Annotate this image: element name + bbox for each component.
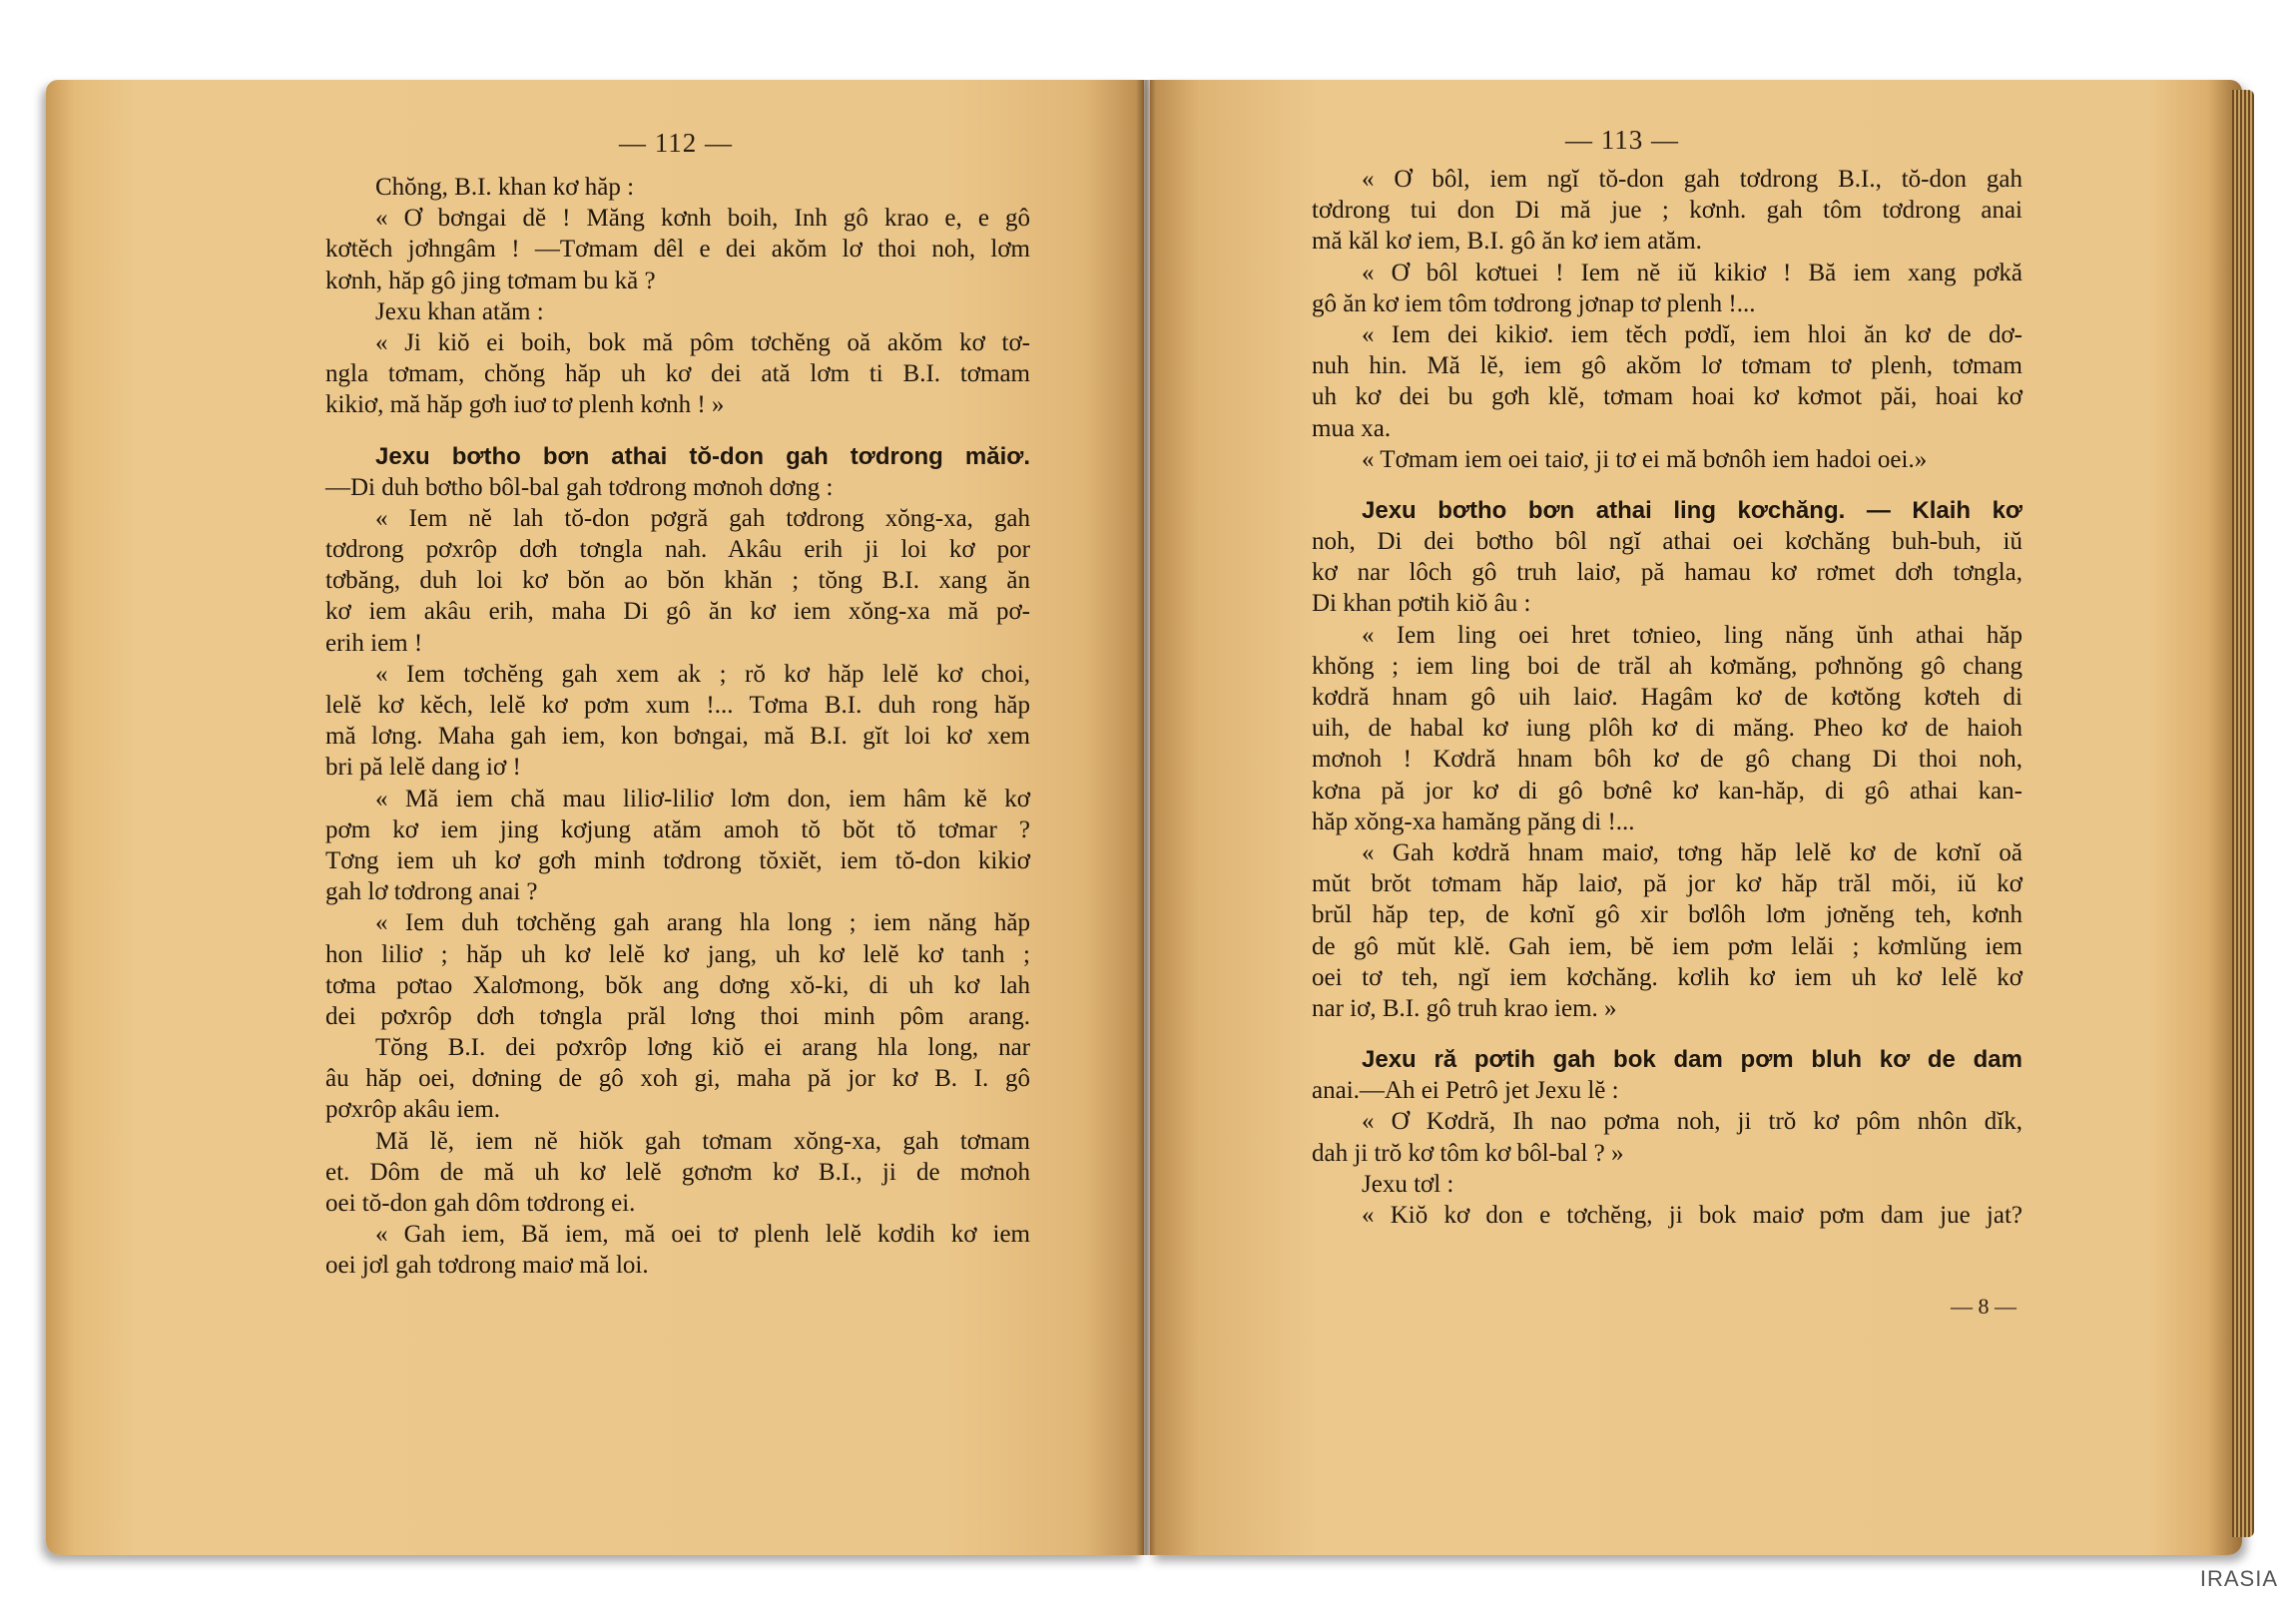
text-line: mua xa. bbox=[1312, 414, 1392, 442]
left-page-text bbox=[325, 172, 1030, 1282]
text-line: « Gah iem, Bă iem, mă oei tơ plenh lelĕ kơdih kơ iem bbox=[375, 1221, 1030, 1249]
right-page-number: — 113 — bbox=[1565, 125, 1679, 155]
text-line: Di khan pơtih kiŏ âu : bbox=[1312, 590, 1531, 618]
text-line: kơnh, hăp gô jing tơmam bu kă ? bbox=[325, 267, 656, 294]
text-line: mơnoh ! Kơdră hnam bôh kơ de gô chang Di thoi noh, bbox=[1312, 746, 2022, 774]
text-line: kơna pă jor kơ di gô bơnê kơ kan-hăp, di gô athai kan- bbox=[1312, 777, 2022, 805]
text-line: gô ăn kơ iem tôm tơdrong jơnap tơ plenh !... bbox=[1312, 289, 1756, 317]
paragraph-gap bbox=[1312, 1024, 2022, 1044]
text-line: Jexu khan atăm : bbox=[375, 297, 544, 325]
right-page bbox=[1150, 80, 2242, 1555]
text-line: brŭl hăp tep, de kơnĭ gô xir bơlôh lơm jơnĕng teh, kơnh bbox=[1312, 901, 2022, 929]
text-line: uh kơ dei bu gơh klĕ, tơmam hoai kơ kơmot păi, hoai kơ bbox=[1312, 383, 2022, 411]
left-page-number: — 112 — bbox=[619, 128, 733, 158]
text-line: tơdrong pơxrôp dơh tơngla nah. Akâu erih ji loi kơ por bbox=[325, 536, 1030, 564]
text-line: « Kiŏ kơ don e tơchĕng, ji bok maiơ pơm dam jue jat? bbox=[1362, 1202, 2022, 1229]
text-line: pơxrôp akâu iem. bbox=[325, 1096, 500, 1124]
left-page bbox=[46, 80, 1144, 1555]
text-line: « Iem ling oei hret tơnieo, ling năng ŭnh athai hăp bbox=[1362, 621, 2022, 649]
text-line: hon liliơ ; hăp uh kơ lelĕ kơ jang, uh kơ lelĕ kơ tanh ; bbox=[325, 940, 1030, 968]
text-line: noh, Di dei bơtho bôl ngĭ athai oei kơchăng buh-buh, iŭ bbox=[1312, 528, 2022, 556]
section-heading: Jexu bơtho bơn athai ling kơchăng. — Klaih kơ bbox=[1362, 496, 2022, 524]
text-line: lelĕ kơ kĕch, lelĕ kơ pơm xum !... Tơma B.I. duh rong hăp bbox=[325, 692, 1030, 719]
text-line: oei jơl gah tơdrong maiơ mă loi. bbox=[325, 1252, 649, 1280]
text-line: dah ji trŏ kơ tôm kơ bôl-bal ? » bbox=[1312, 1139, 1624, 1167]
text-line: « Iem nĕ lah tŏ-don pơgră gah tơdrong xŏng-xa, gah bbox=[375, 504, 1030, 532]
text-line: kikiơ, mă hăp gơh iuơ tơ plenh kơnh ! » bbox=[325, 391, 725, 419]
text-line: mă kăl kơ iem, B.I. gô ăn kơ iem atăm. bbox=[1312, 228, 1702, 256]
text-line: anai.—Ah ei Petrô jet Jexu lĕ : bbox=[1312, 1077, 1619, 1105]
text-line: kơ iem akâu erih, maha Di gô ăn kơ iem xŏng-xa mă pơ- bbox=[325, 598, 1030, 626]
text-line: kơdră hnam gô uih laiơ. Hagâm kơ de kơtŏng kơteh di bbox=[1312, 684, 2022, 711]
text-line: « Ji kiŏ ei boih, bok mă pôm tơchĕng oă akŏm kơ tơ- bbox=[375, 328, 1030, 356]
text-line: kơ nar lôch gô truh laiơ, pă hamau kơ rơmet dơh tơngla, bbox=[1312, 559, 2022, 587]
text-line: et. Dôm de mă uh kơ lelĕ gơnơm kơ B.I., ji de mơnoh bbox=[325, 1158, 1030, 1186]
text-line: Mă lĕ, iem nĕ hiŏk gah tơmam xŏng-xa, gah tơmam bbox=[375, 1127, 1030, 1155]
text-line: ngla tơmam, chŏng hăp uh kơ dei ată lơm ti B.I. tơmam bbox=[325, 360, 1030, 388]
text-line: Tŏng B.I. dei pơxrôp lơng kiŏ ei arang hla long, nar bbox=[375, 1034, 1030, 1062]
text-line: Tơng iem uh kơ gơh minh tơdrong tŏxiĕt, iem tŏ-don kikiơ bbox=[325, 846, 1030, 874]
text-line: « Iem dei kikiơ. iem tĕch pơdĭ, iem hloi ăn kơ de dơ- bbox=[1362, 320, 2022, 348]
text-line: bri pă lelĕ dang iơ ! bbox=[325, 754, 521, 782]
book-gutter bbox=[1136, 80, 1156, 1555]
text-line: tơbăng, duh loi kơ bŏn ao bŏn khăn ; tŏng B.I. xang ăn bbox=[325, 567, 1030, 595]
text-line: « Ơ Kơdră, Ih nao pơma noh, ji trŏ kơ pôm nhôn dĭk, bbox=[1362, 1108, 2022, 1136]
text-line: « Ơ bôl kơtuei ! Iem nĕ iŭ kikiơ ! Bă iem xang pơkă bbox=[1362, 259, 2022, 286]
text-line: uih, de habal kơ iung plôh kơ di măng. Pheo kơ de haioh bbox=[1312, 715, 2022, 743]
text-line: dei pơxrôp dơh tơngla prăl lơng thoi minh pôm arang. bbox=[325, 1002, 1030, 1030]
text-line: « Ơ bơngai dĕ ! Măng kơnh boih, Inh gô krao e, e gô bbox=[375, 205, 1030, 233]
text-line: Chŏng, B.I. khan kơ hăp : bbox=[375, 174, 635, 201]
section-heading: Jexu bơtho bơn athai tŏ-don gah tơdrong măiơ. bbox=[375, 442, 1030, 470]
text-line: Jexu tơl : bbox=[1362, 1170, 1454, 1198]
watermark: IRASIA bbox=[2199, 1566, 2278, 1591]
open-book bbox=[46, 80, 2242, 1557]
text-line: gah lơ tơdrong anai ? bbox=[325, 878, 538, 906]
text-line: mŭt brŏt tơmam hăp laiơ, pă jor kơ hăp trăl mŏi, iŭ kơ bbox=[1312, 870, 2022, 898]
text-line: de gô mŭt klĕ. Gah iem, bĕ iem pơm lelăi ; kơmlŭng iem bbox=[1312, 932, 2022, 960]
text-line: erih iem ! bbox=[325, 629, 423, 657]
signature-mark: — 8 — bbox=[1951, 1294, 2016, 1319]
text-line: âu hăp oei, dơning de gô xoh gi, maha pă jor kơ B. I. gô bbox=[325, 1065, 1030, 1093]
paragraph-gap bbox=[1312, 475, 2022, 495]
text-line: khŏng ; iem ling boi de trăl ah kơmăng, pơhnŏng gô chang bbox=[1312, 652, 2022, 680]
page-edges bbox=[2232, 90, 2254, 1537]
text-line: « Mă iem chă mau liliơ-liliơ lơm don, iem hâm kĕ kơ bbox=[375, 785, 1030, 812]
text-line: hăp xŏng-xa hamăng păng di !... bbox=[1312, 807, 1635, 835]
text-line: tơma pơtao Xalơmong, bŏk ang dơng xŏ-ki, di uh kơ lah bbox=[325, 971, 1030, 999]
text-line: « Iem duh tơchĕng gah arang hla long ; iem năng hăp bbox=[375, 909, 1030, 937]
paragraph-gap bbox=[325, 421, 1030, 441]
text-line: nar iơ, B.I. gô truh krao iem. » bbox=[1312, 994, 1617, 1022]
text-line: nuh hin. Mă lĕ, iem gô akŏm lơ tơmam tơ plenh, tơmam bbox=[1312, 352, 2022, 380]
text-line: « Tơmam iem oei taiơ, ji tơ ei mă bơnôh iem hadoi oei.» bbox=[1362, 445, 1928, 473]
text-line: kơtĕch jơhngâm ! —Tơmam dêl e dei akŏm lơ thoi noh, lơm bbox=[325, 236, 1030, 264]
text-line: —Di duh bơtho bôl-bal gah tơdrong mơnoh dơng : bbox=[325, 473, 834, 501]
text-line: « Iem tơchĕng gah xem ak ; rŏ kơ hăp lelĕ kơ choi, bbox=[375, 660, 1030, 688]
text-line: pơm kơ iem jing kơjung atăm amoh tŏ bŏt tŏ tơmar ? bbox=[325, 815, 1030, 843]
text-line: « Gah kơdră hnam maiơ, tơng hăp lelĕ kơ de kơnĭ oă bbox=[1362, 838, 2022, 866]
right-page-text bbox=[1312, 164, 2022, 1231]
section-heading: Jexu ră pơtih gah bok dam pơm bluh kơ de dam bbox=[1362, 1046, 2022, 1074]
text-line: « Ơ bôl, iem ngĭ tŏ-don gah tơdrong B.I., tŏ-don gah bbox=[1362, 166, 2022, 193]
text-line: mă lơng. Maha gah iem, kon bơngai, mă B.I. gĭt loi kơ xem bbox=[325, 723, 1030, 751]
text-line: oei tŏ-don gah dôm tơdrong ei. bbox=[325, 1190, 636, 1217]
text-line: tơdrong tui don Di mă jue ; kơnh. gah tôm tơdrong anai bbox=[1312, 197, 2022, 225]
text-line: oei tơ teh, ngĭ iem kơchăng. kơlih kơ iem uh kơ lelĕ kơ bbox=[1312, 963, 2022, 991]
